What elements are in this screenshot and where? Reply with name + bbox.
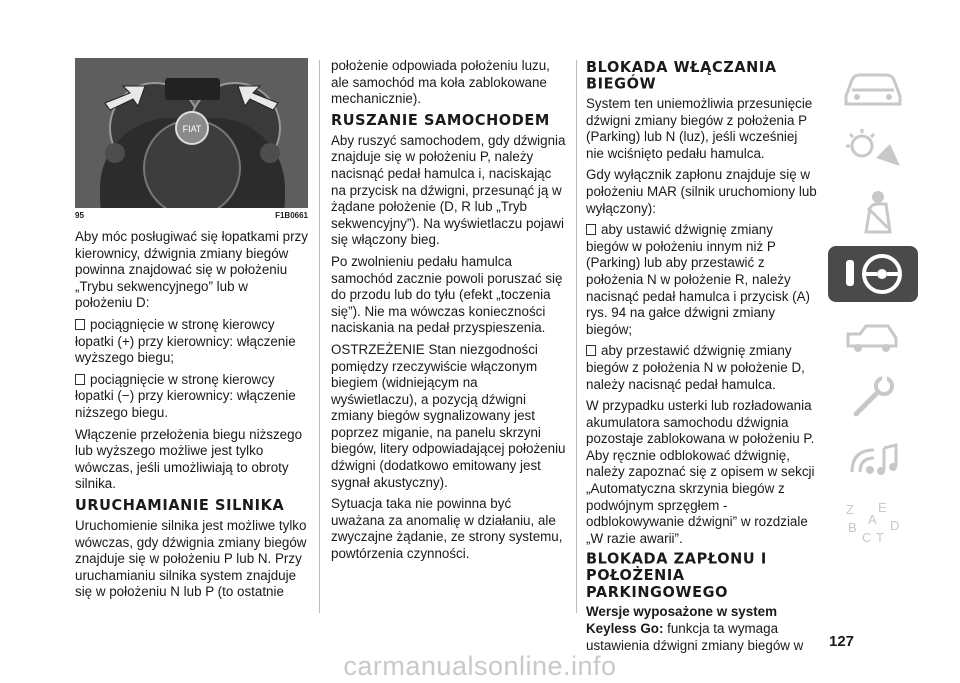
checkbox-bullet-icon [75,319,85,330]
paragraph: położenie odpowiada położeniu luzu, ale samochód ma koła zablokowane mechanicznie). [331,58,550,107]
svg-text:Z: Z [846,502,854,517]
figure-code: F1B0661 [275,211,308,220]
section-heading: BLOKADA WŁĄCZANIA BIEGÓW [586,59,777,93]
key-steering-wheel-icon [838,250,908,298]
bullet-item: pociągnięcie w stronę kierowcy łopatki (−) przy kierownicy: włączenie niższego biegu. [75,371,296,420]
watermark: carmanualsonline.info [343,651,617,681]
figure-number: 95 [75,211,84,220]
section-heading: BLOKADA ZAPŁONU I POŁOŻENIA PARKINGOWEGO [586,551,767,602]
chapter-tab-lights[interactable] [828,122,918,178]
svg-text:T: T [876,530,884,545]
seatbelt-icon [838,188,908,236]
svg-text:A: A [868,512,877,527]
warning-lights-icon [838,126,908,174]
paragraph: System ten uniemożliwia przesunięcie dźwigni zmiany biegów z położenia P (Parking) lub N (luz), jeśli wcześniej nie wciśnięto pedału hamulca. [586,96,813,161]
svg-text:D: D [890,518,900,533]
chapter-tabs [828,60,920,556]
paragraph: Gdy wyłącznik zapłonu znajduje się w położeniu MAR (silnik uruchomiony lub wyłączony): [586,167,817,216]
chapter-tab-multimedia[interactable] [828,432,918,488]
section-heading: URUCHAMIANIE SILNIKA [75,497,285,515]
warning-paragraph: OSTRZEŻENIE Stan niezgodności pomiędzy rzeczywiście włączonym biegiem (widniejącym na wyświetlaczu), a pozycją dźwigni zmiany biegów sygnalizowany jest poprzez miganie, na panelu skrzyni biegów, litery odpowiadającej położeniu dźwigni (dodatkowo emitowany jest sygnał akustyczny). [331,341,566,490]
chapter-tab-maintenance[interactable] [828,370,918,426]
svg-text:FIAT: FIAT [182,124,202,134]
steering-wheel-illustration [75,58,308,208]
paragraph: Sytuacja taka nie powinna być uważana za anomalię w działaniu, ale zwyczajne żądanie, ze strony systemu, powtórzenia czynności. [331,496,563,562]
paragraph: Wersje wyposażone w system Keyless Go: funkcja ta wymaga ustawienia dźwigni zmiany biegów w [586,604,804,653]
chapter-tab-driving[interactable] [828,246,918,302]
svg-text:C: C [862,530,872,545]
tow-truck-icon [838,312,908,360]
bullet-item: pociągnięcie w stronę kierowcy łopatki (+) przy kierownicy: włączenie wyższego biegu; [75,316,296,366]
chapter-tab-index[interactable] [828,494,918,550]
svg-text:E: E [878,500,887,515]
column-2 [331,58,567,568]
column-3 [586,56,818,659]
checkbox-bullet-icon [586,345,596,356]
paragraph: W przypadku usterki lub rozładowania akumulatora samochodu dźwignia pozostaje zablokowana w położeniu P. Aby ręcznie odblokować dźwignię, należy zapoznać się z opisem w sekcji „Automatyczna skrzynia biegów z podwójnym sprzęgłem - odblokowywanie dźwigni” w rozdziale „W razie awarii”. [586,398,815,546]
wrench-icon [838,374,908,422]
bullet-item: aby przestawić dźwignię zmiany biegów z położenia N w położenie D, należy nacisnąć pedał hamulca. [586,343,805,392]
page-number: 127 [829,633,855,650]
paragraph: Aby móc posługiwać się łopatkami przy kierownicy, dźwignia zmiany biegów powinna znajdować się w położeniu „Trybu sekwencyjnego” lub w położeniu D: [75,229,308,311]
bullet-item: aby ustawić dźwignię zmiany biegów w położeniu innym niż P (Parking) lub aby przestawić z położenia N w położenie R, należy nacisnąć pedał hamulca i przycisk (A) rys. 94 na gałce dźwigni zmiany biegów; [586,222,811,337]
chapter-tab-emergency[interactable] [828,308,918,364]
alphabet-index-icon [838,498,908,546]
paragraph: Włączenie przełożenia biegu niższego lub wyższego możliwe jest tylko wówczas, jeśli umożliwiają to obroty silnika. [75,426,303,492]
paragraph: Po zwolnieniu pedału hamulca samochód zacznie powoli poruszać się do przodu lub do tyłu (efekt „toczenia się”). Nie ma wówczas konieczności naciskania na pedał przyspieszenia. [331,253,563,336]
car-icon [838,66,908,110]
figure-caption [75,211,308,220]
column-divider [576,60,577,613]
steering-wheel-figure [75,58,308,208]
chapter-tab-vehicle[interactable] [828,60,918,116]
checkbox-bullet-icon [586,224,596,235]
paragraph: Uruchomienie silnika jest możliwe tylko wówczas, gdy dźwignia zmiany biegów znajduje się w położeniu P lub N. Przy uruchamianiu silnika system znajduje się w położeniu N lub P (to ostatnie [75,517,307,600]
chapter-tab-safety[interactable] [828,184,918,240]
multimedia-icon [838,436,908,484]
paragraph: Aby ruszyć samochodem, gdy dźwignia znajduje się w położeniu P, należy nacisnąć pedał hamulca i, naciskając na przycisk na dźwigni, przesunąć ją w żądane położenie (D, R lub „Tryb sekwencyjny”). Na wyświetlaczu pojawi się włączony bieg. [331,132,566,248]
checkbox-bullet-icon [75,374,85,385]
column-divider [319,60,320,613]
section-heading: RUSZANIE SAMOCHODEM [331,112,550,130]
svg-text:B: B [848,520,857,535]
column-1 [75,58,308,606]
